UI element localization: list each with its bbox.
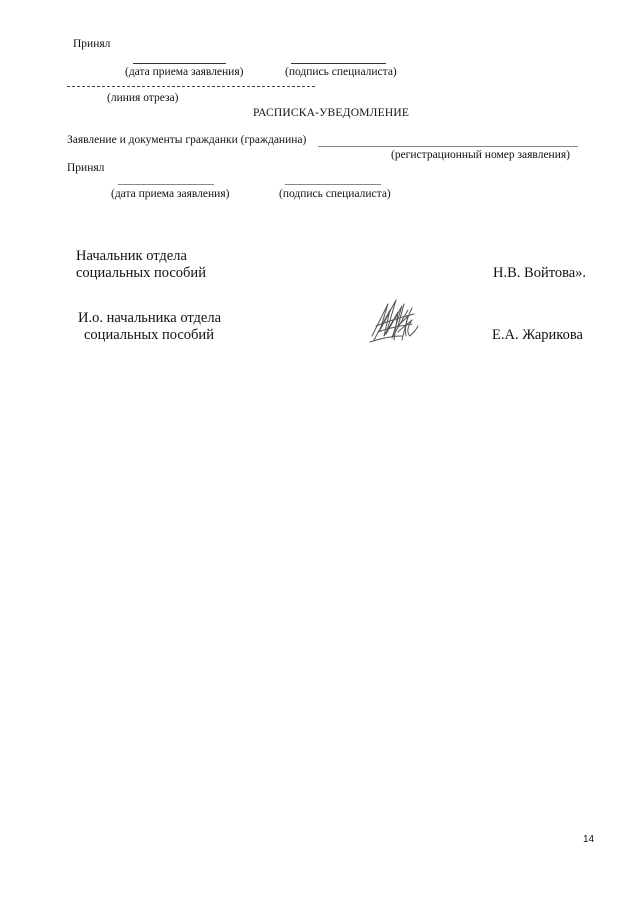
- applicant-line: [318, 146, 578, 147]
- accepted-label-receipt: Принял: [67, 162, 105, 174]
- sign-line-receipt: [285, 184, 381, 185]
- acting-title-line1: И.о. начальника отдела: [78, 310, 222, 326]
- date-caption-receipt: (дата приема заявления): [111, 188, 230, 200]
- handwritten-signature-icon: [368, 296, 424, 348]
- date-line-receipt: [118, 184, 214, 185]
- statement-text: Заявление и документы гражданки (гражданина): [67, 134, 307, 146]
- accepted-label-top: Принял: [73, 38, 111, 50]
- date-line-top: [133, 63, 226, 64]
- sign-caption-receipt: (подпись специалиста): [279, 188, 391, 200]
- reg-caption: (регистрационный номер заявления): [391, 149, 570, 161]
- head-title-line1: Начальник отдела: [76, 248, 187, 264]
- date-caption-top: (дата приема заявления): [125, 66, 244, 78]
- cut-line: [67, 86, 315, 87]
- sign-line-top: [291, 63, 386, 64]
- acting-title-line2: социальных пособий: [84, 327, 214, 343]
- acting-name: Е.А. Жарикова: [492, 327, 583, 343]
- cut-caption: (линия отреза): [107, 92, 179, 104]
- receipt-title: РАСПИСКА-УВЕДОМЛЕНИЕ: [253, 107, 410, 119]
- head-name: Н.В. Войтова».: [493, 265, 587, 281]
- sign-caption-top: (подпись специалиста): [285, 66, 397, 78]
- page-number: 14: [583, 834, 595, 845]
- head-title-line2: социальных пособий: [76, 265, 206, 281]
